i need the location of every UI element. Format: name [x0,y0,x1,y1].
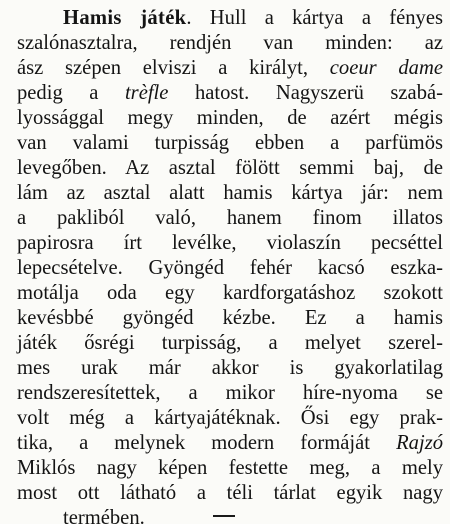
text-fragment: ász szépen elviszi a királyt, [17,57,309,79]
section-divider [213,515,235,526]
text-line: levegőben. Az asztal fölött semmi baj, de [17,157,443,179]
text-line: most ott látható a téli tárlat egyik nagy [17,482,443,504]
text-line: lepecsételve. Gyöngéd fehér kacsó eszka- [17,257,443,279]
text-line: játék ősrégi turpisság, a melyet szerel- [17,332,443,354]
article-title: Hamis játék [63,7,187,29]
text-line: kevésbbé gyöngéd kézbe. Ez a hamis [17,307,443,329]
text-line: motálja oda egy kardforgatáshoz szokott [17,282,443,304]
text-line: volt még a kártyajátéknak. Ősi egy prak- [17,407,443,429]
text-fragment: . Hull a kártya a fényes [186,7,443,29]
text-line: lyossággal megy minden, de azért mégis [17,107,443,129]
text-line [17,81,443,106]
text-line: mes urak már akkor is gyakorlatilag [17,357,443,379]
text-line: a pakliból való, hanem finom illatos [17,207,443,229]
text-line: Miklós nagy képen festette meg, a mely [17,457,443,479]
text-line: lám az asztal alatt hamis kártya jár: nem [17,182,443,204]
text-fragment: pedig a [17,82,99,104]
text-line: van valami turpisság ebben a parfümös [17,132,443,154]
text-fragment: hatost. Nagyszerü szabá- [194,82,443,104]
text-line [17,431,443,456]
text-line: szalónasztalra, rendjén van minden: az [17,32,443,54]
italic-term: trèfle [124,82,169,104]
text-line: papirosra írt levélke, violaszín pecséttel [17,232,443,254]
article-column [17,6,443,531]
text-fragment: tika, a melynek modern formáját [17,432,371,454]
italic-term: coeur dame [329,57,443,79]
text-line [17,56,443,81]
text-line: termében. [63,507,145,529]
text-line [17,6,443,31]
italic-name: Rajzó [396,432,444,454]
text-line: rendszeresítettek, a mikor híre-nyoma se [17,382,443,404]
